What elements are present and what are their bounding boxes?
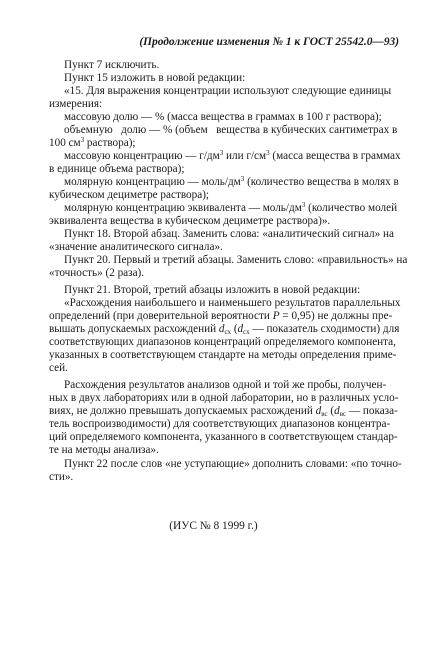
text-line: молярную концентрацию эквивалента — моль/$дм^3$ (количество молей — [64, 201, 398, 214]
text-line: массовую долю — % (масса вещества в граммах в 100 г раствора); — [64, 111, 382, 123]
text-line: Пункт 18. Второй абзац. Заменить слова: «аналитический сигнал» на — [64, 228, 394, 240]
text-line: измерения: — [49, 98, 103, 110]
text-line: Пункт 15 изложить в новой редакции: — [64, 72, 246, 84]
text-line: кубическом дециметре раствора); — [49, 189, 210, 201]
text-line: «Расхождения наибольшего и наименьшего результатов параллельных — [64, 297, 401, 309]
text-line: сей. — [49, 362, 68, 374]
text-line: объемную долю — % (объем вещества в кубических сантиметрах в — [64, 124, 398, 136]
text-line: ных в двух лабораториях или в одной лаборатории, но в различных усло- — [49, 392, 399, 404]
text-line: виях, не должно превышать допускаемых расхождений $d_{вс}$ ($d_{вс}$ — показа- — [49, 405, 398, 418]
ius-reference: (ИУС № 8 1999 г.) — [169, 520, 258, 532]
text-line: в единице объема раствора); — [49, 163, 185, 175]
text-line: ций определяемого компонента, указанного в соответствующем стандар- — [49, 431, 398, 443]
text-line: Пункт 7 исключить. — [64, 59, 160, 71]
text-line: сти». — [49, 471, 74, 483]
text-line: 100 $см^3$ раствора); — [49, 136, 136, 149]
text-line: «15. Для выражения концентрации используют следующие единицы — [64, 85, 392, 97]
text-line: молярную концентрацию — моль/$дм^3$ (количество вещества в молях в — [64, 175, 399, 188]
text-line: указанных в соответствующем стандарте на методы определения приме- — [49, 349, 397, 361]
text-line: тель воспроизводимости) для соответствующих диапазонов концентра- — [49, 418, 391, 430]
text-line: соответствующих диапазонов концентраций определяемого компонента, — [49, 336, 396, 348]
text-line: те на методы анализа». — [49, 444, 159, 456]
text-line: «значение аналитического сигнала». — [49, 241, 223, 253]
text-line: Пункт 20. Первый и третий абзацы. Заменить слово: «правильность» на — [64, 254, 408, 266]
text-line: Пункт 22 после слов «не уступающие» дополнить словами: «по точно- — [64, 458, 402, 470]
text-line: вышать допускаемых расхождений $d_{сх}$ ($d_{сх}$ — показатель сходимости) для — [49, 323, 400, 336]
text-line: Пункт 21. Второй, третий абзацы изложить в новой редакции: — [64, 284, 361, 296]
text-line: Расхождения результатов анализов одной и той же пробы, получен- — [64, 379, 387, 391]
text-line: эквивалента вещества в кубическом дециметре раствора)». — [49, 215, 331, 227]
text-line: определений (при доверительной вероятности P = 0,95) не должны пре- — [49, 310, 393, 322]
continuation-header: (Продолжение изменения № 1 к ГОСТ 25542.0—93) — [139, 36, 399, 48]
text-line: массовую концентрацию — $г/дм^3$ или $г/см^3$ (масса вещества в граммах — [64, 149, 401, 162]
text-line: «точность» (2 раза). — [49, 267, 145, 279]
